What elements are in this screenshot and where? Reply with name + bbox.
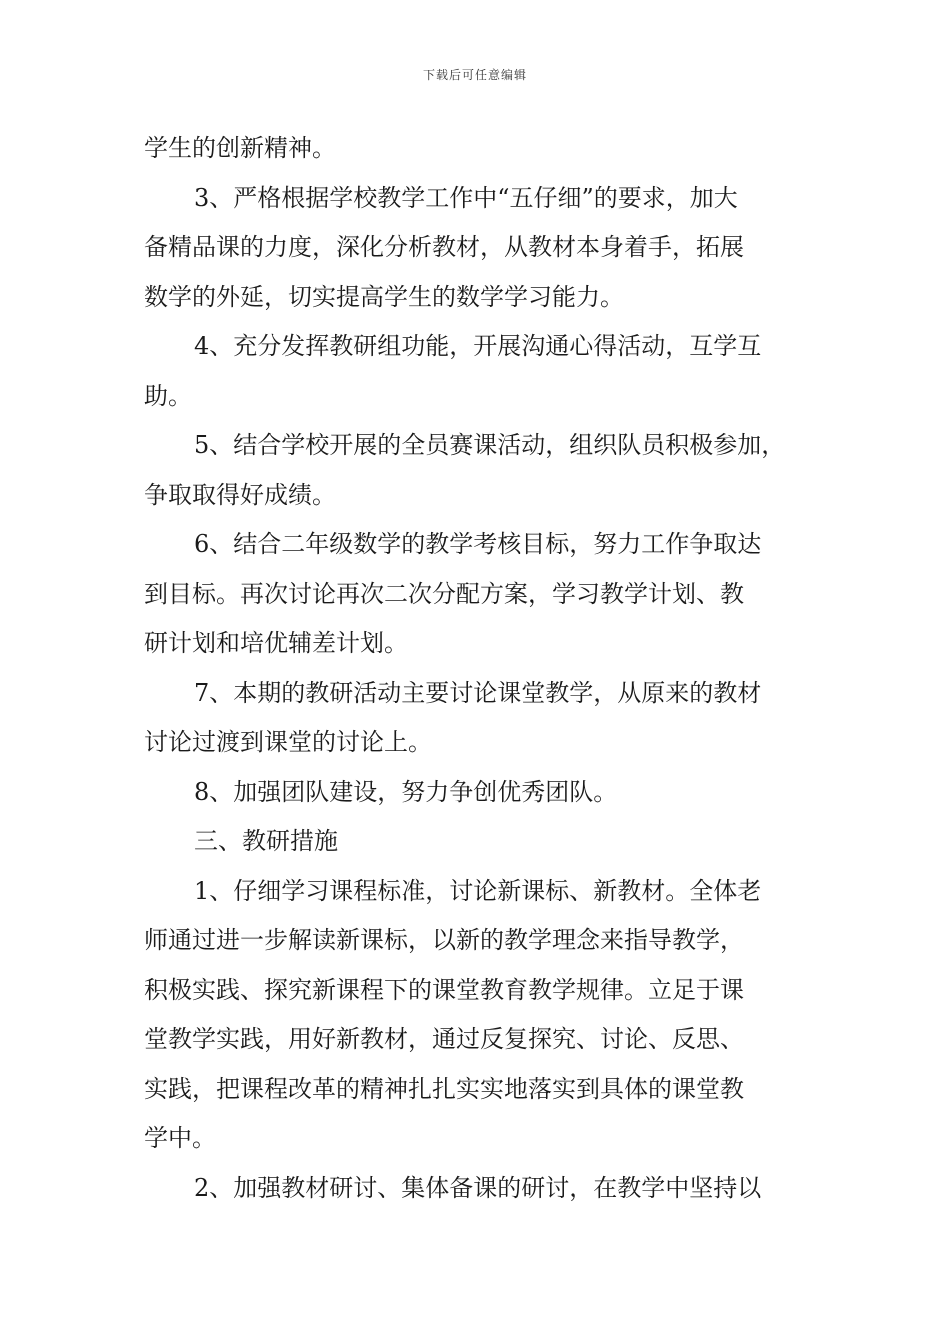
text-line: 备精品课的力度，深化分析教材，从教材本身着手，拓展	[144, 233, 744, 261]
text-line: 助。	[144, 381, 192, 410]
text-line: 数学的外延，切实提高学生的数学学习能力。	[144, 282, 624, 311]
document-body	[144, 124, 816, 1213]
measure-1-line: 1、仔细学习课程标准，讨论新课标、新教材。全体老	[194, 876, 762, 905]
text-line: 实践，把课程改革的精神扎扎实实地落实到具体的课堂教	[144, 1074, 744, 1103]
text-line: 积极实践、探究新课程下的课堂教育教学规律。立足于课	[144, 975, 744, 1004]
section-heading: 三、教研措施	[194, 827, 338, 855]
text-line: 讨论过渡到课堂的讨论上。	[144, 728, 432, 756]
text-line: 争取取得好成绩。	[144, 480, 336, 509]
text-line: 学中。	[144, 1124, 216, 1152]
paragraph-4-line: 4、充分发挥教研组功能，开展沟通心得活动，互学互	[194, 332, 762, 360]
text-line: 到目标。再次讨论再次二次分配方案，学习教学计划、教	[144, 579, 744, 608]
text-line: 学生的创新精神。	[144, 134, 336, 162]
paragraph-8-line: 8、加强团队建设，努力争创优秀团队。	[194, 777, 618, 806]
paragraph-5-line: 5、结合学校开展的全员赛课活动，组织队员积极参加，	[194, 431, 786, 459]
text-line: 研计划和培优辅差计划。	[144, 629, 408, 657]
text-line: 堂教学实践，用好新教材，通过反复探究、讨论、反思、	[144, 1025, 744, 1053]
paragraph-6-line: 6、结合二年级数学的教学考核目标，努力工作争取达	[194, 530, 762, 558]
page-header: 下载后可任意编辑	[422, 68, 527, 82]
measure-2-line: 2、加强教材研讨、集体备课的研讨，在教学中坚持以	[194, 1173, 762, 1202]
paragraph-7-line: 7、本期的教研活动主要讨论课堂教学，从原来的教材	[194, 678, 762, 707]
paragraph-3-line: 3、严格根据学校教学工作中“五仔细”的要求，加大	[194, 183, 738, 212]
text-line: 师通过进一步解读新课标，以新的教学理念来指导教学，	[144, 926, 744, 954]
